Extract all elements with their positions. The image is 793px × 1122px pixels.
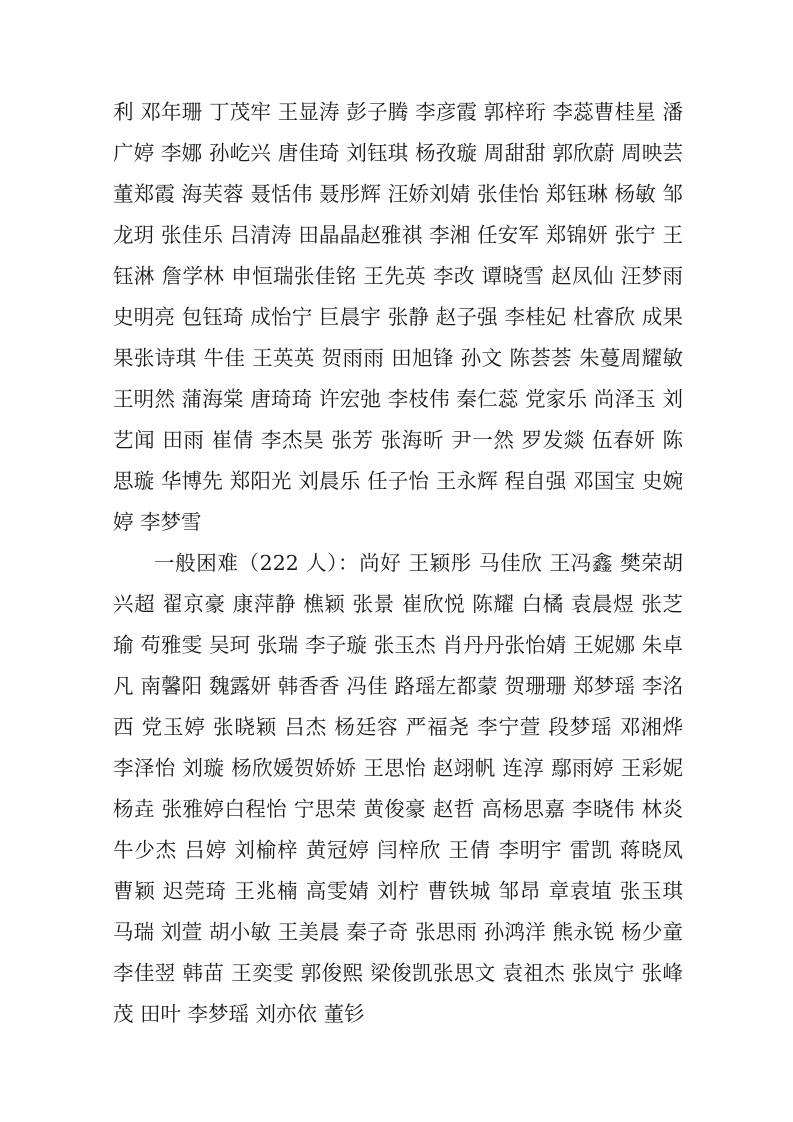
name-list-paragraph-continued: 利 邓年珊 丁茂牢 王显涛 彭子腾 李彦霞 郭梓珩 李蕊曹桂星 潘广婷 李娜 孙屹兴 唐佳琦 刘钰琪 杨孜璇 周甜甜 郭欣蔚 周映芸 董郑霞 海芙蓉 聂恬伟 聂彤辉 汪娇刘婧 张佳怡 郑钰琳 杨敏 邹龙玥 张佳乐 吕清涛 田晶晶赵雅祺 李湘 任安军 郑锦妍 张宁 王钰淋 詹学林 申恒瑞张佳铭 王先英 李改 谭晓雪 赵凤仙 汪梦雨 史明亮 包钰琦 成怡宁 巨晨宇 张静 赵子强 李桂妃 杜睿欣 成果果张诗琪 牛佳 王英英 贺雨雨 田旭锋 孙文 陈荟荟 朱蔓周耀敏 王明然 蒲海棠 唐琦琦 许宏弛 李枝伟 秦仁蕊 党家乐 尚泽玉 刘艺闻 田雨 崔倩 李杰昊 张芳 张海昕 尹一然 罗发燚 伍春妍 陈思璇 华博先 郑阳光 刘晨乐 任子怡 王永辉 程自强 邓国宝 史婉婷 李梦雪 xyxy=(113,100,683,534)
document-body xyxy=(113,92,683,1035)
name-list-paragraph-general-hardship: 一般困难（222 人）：尚好 王颖彤 马佳欣 王冯鑫 樊荣胡兴超 翟京豪 康萍静 樵颖 张景 崔欣悦 陈耀 白橘 袁晨煜 张芝瑜 苟雅雯 吴珂 张瑞 李子璇 张玉杰 肖丹丹张怡婧 王妮娜 朱卓凡 南馨阳 魏露妍 韩香香 冯佳 路瑶左都蒙 贺珊珊 郑梦瑶 李洺西 党玉婷 张晓颖 吕杰 杨廷容 严福尧 李宁萱 段梦瑶 邓湘烨 李泽怡 刘璇 杨欣媛贺娇娇 王思怡 赵翊帆 连淳 鄢雨婷 王彩妮 杨垚 张雅婷白程怡 宁思荣 黄俊豪 赵哲 高杨思嘉 李晓伟 林炎 牛少杰 吕婷 刘榆梓 黄冠婷 闫梓欣 王倩 李明宇 雷凯 蒋晓凤 曹颖 迟莞琦 王兆楠 高雯婧 刘柠 曹铁城 邹昂 章袁埴 张玉琪 马瑞 刘萱 胡小敏 王美晨 秦子奇 张思雨 孙鸿洋 熊永锐 杨少童 李佳翌 韩苗 王奕雯 郭俊熙 梁俊凯张思文 袁祖杰 张岚宁 张峰茂 田叶 李梦瑶 刘亦依 董钐 xyxy=(113,551,683,1026)
